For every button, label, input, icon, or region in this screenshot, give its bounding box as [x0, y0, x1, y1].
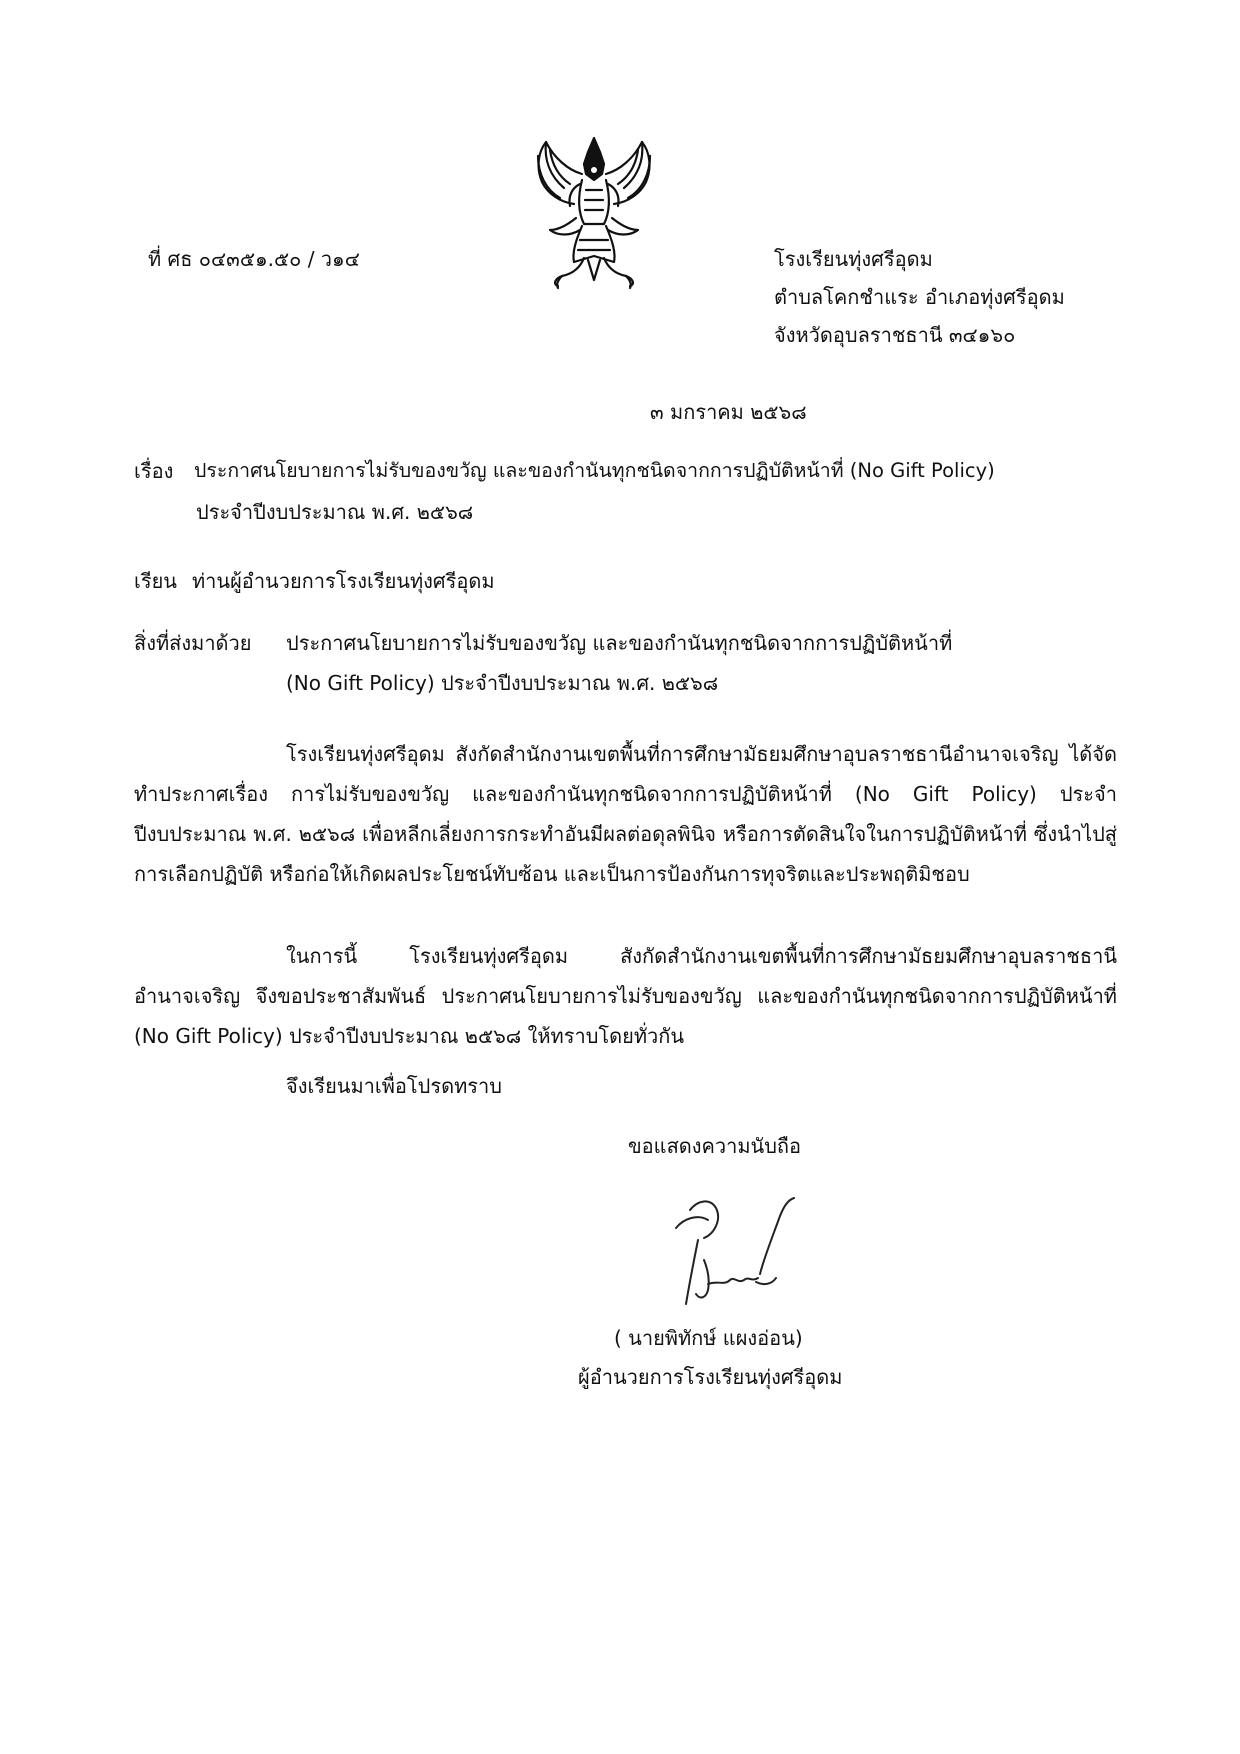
school-district: ตำบลโคกชำแระ อำเภอทุ่งศรีอุดม [774, 285, 1065, 309]
body-paragraph-1 [134, 734, 1117, 894]
signer-position: ผู้อำนวยการโรงเรียนทุ่งศรีอุดม [578, 1365, 843, 1389]
subject-line-1: ประกาศนโยบายการไม่รับของขวัญ และของกำนันทุกชนิดจากการปฏิบัติหน้าที่ (No Gift Policy) [194, 459, 995, 482]
garuda-emblem-icon [528, 134, 660, 292]
enclosure-line-1: ประกาศนโยบายการไม่รับของขวัญ และของกำนันทุกชนิดจากการปฏิบัติหน้าที่ [286, 631, 953, 655]
letter-date: ๓ มกราคม ๒๕๖๘ [650, 400, 807, 424]
document-number: ที่ ศธ ๐๔๓๕๑.๕๐ / ว๑๔ [148, 247, 360, 271]
school-name: โรงเรียนทุ่งศรีอุดม [774, 247, 933, 271]
body-paragraph-2 [134, 936, 1117, 1056]
body-paragraph-1-text: โรงเรียนทุ่งศรีอุดม สังกัดสำนักงานเขตพื้นที่การศึกษามัธยมศึกษาอุบลราชธานีอำนาจเจริญ ได้จัดทำประกาศเรื่อง การไม่รับของขวัญ และของกำนันทุกชนิดจากการปฏิบัติหน้าที่ (No Gift Policy) ประจำปีงบประมาณ พ.ศ. ๒๕๖๘ เพื่อหลีกเลี่ยงการกระทำอันมีผลต่อดุลพินิจ หรือการตัดสินใจในการปฏิบัติหน้าที่ ซึ่งนำไปสู่การเลือกปฏิบัติ หรือก่อให้เกิดผลประโยชน์ทับซ้อน และเป็นการป้องกันการทุจริตและประพฤติมิชอบ [134, 742, 1117, 886]
closing-request: จึงเรียนมาเพื่อโปรดทราบ [286, 1074, 502, 1098]
subject-label: เรื่อง [134, 459, 174, 483]
body-paragraph-2-text: ในการนี้ โรงเรียนทุ่งศรีอุดม สังกัดสำนักงานเขตพื้นที่การศึกษามัธยมศึกษาอุบลราชธานีอำนาจเจริญ จึงขอประชาสัมพันธ์ ประกาศนโยบายการไม่รับของขวัญ และของกำนันทุกชนิดจากการปฏิบัติหน้าที่ (No Gift Policy) ประจำปีงบประมาณ ๒๕๖๘ ให้ทราบโดยทั่วกัน [134, 944, 1117, 1048]
school-province: จังหวัดอุบลราชธานี ๓๔๑๖๐ [774, 323, 1016, 347]
signer-name: ( นายพิทักษ์ แผงอ่อน) [614, 1326, 803, 1350]
enclosure-line-2: (No Gift Policy) ประจำปีงบประมาณ พ.ศ. ๒๕๖๘ [286, 671, 719, 695]
closing-salutation: ขอแสดงความนับถือ [628, 1134, 802, 1158]
salutation-text: ท่านผู้อำนวยการโรงเรียนทุ่งศรีอุดม [192, 569, 495, 593]
subject-line-2: ประจำปีงบประมาณ พ.ศ. ๒๕๖๘ [196, 500, 474, 524]
enclosure-label: สิ่งที่ส่งมาด้วย [134, 631, 252, 655]
salutation-label: เรียน [134, 569, 177, 593]
signature-icon [664, 1194, 816, 1318]
